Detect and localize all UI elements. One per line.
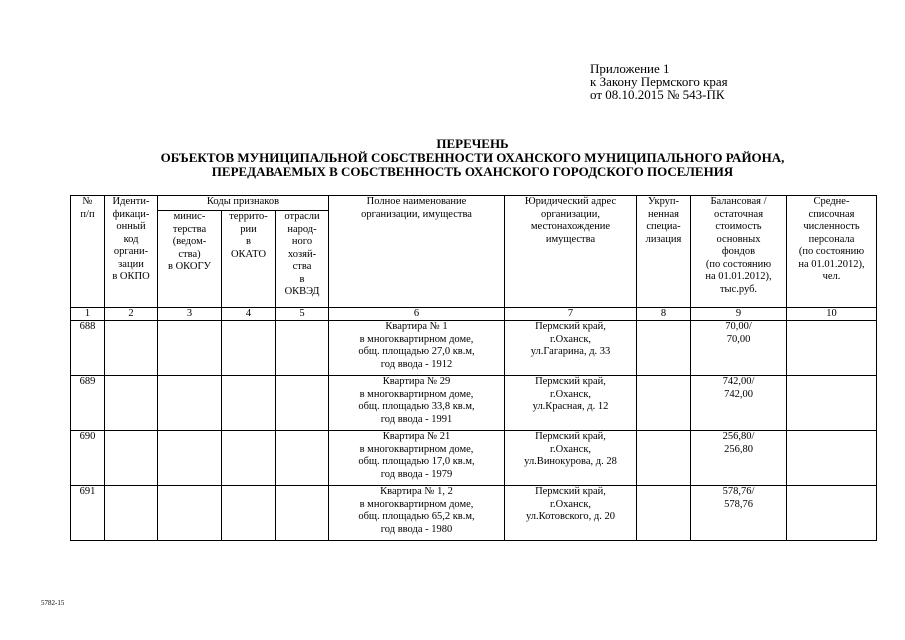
cell-name: Квартира № 29 в многоквартирном доме, общ. площадью 33,8 кв.м, год ввода - 1991 bbox=[329, 376, 505, 431]
header-address: Юридический адрес организации, местонахождение имущества bbox=[505, 196, 637, 308]
cell-staff bbox=[787, 431, 877, 486]
header-staff: Средне- списочная численность персонала (по состоянию на 01.01.2012), чел. bbox=[787, 196, 877, 308]
table-row bbox=[71, 376, 877, 431]
cell-okato bbox=[222, 486, 276, 541]
table-header-row bbox=[71, 196, 877, 211]
row-number: 688 bbox=[71, 321, 105, 376]
cell-value: 742,00/ 742,00 bbox=[691, 376, 787, 431]
cell-staff bbox=[787, 486, 877, 541]
table-row bbox=[71, 321, 877, 376]
cell-okato bbox=[222, 321, 276, 376]
cell-value: 578,76/ 578,76 bbox=[691, 486, 787, 541]
column-number: 9 bbox=[691, 308, 787, 321]
title-line-1: ПЕРЕЧЕНЬ bbox=[436, 136, 509, 151]
row-number: 689 bbox=[71, 376, 105, 431]
table-row bbox=[71, 486, 877, 541]
cell-specialization bbox=[637, 321, 691, 376]
table-row bbox=[71, 431, 877, 486]
appendix-line-2: к Закону Пермского края bbox=[590, 74, 728, 89]
column-number: 6 bbox=[329, 308, 505, 321]
cell-okved bbox=[276, 486, 329, 541]
cell-okved bbox=[276, 431, 329, 486]
appendix-note bbox=[590, 62, 728, 101]
document-title bbox=[70, 137, 875, 179]
header-okved: отрасли народ- ного хозяй- ства в ОКВЭД bbox=[276, 211, 329, 308]
cell-staff bbox=[787, 376, 877, 431]
cell-okogu bbox=[158, 321, 222, 376]
column-number: 3 bbox=[158, 308, 222, 321]
cell-okved bbox=[276, 376, 329, 431]
row-number: 690 bbox=[71, 431, 105, 486]
cell-okogu bbox=[158, 486, 222, 541]
column-number-row bbox=[71, 308, 877, 321]
cell-value: 70,00/ 70,00 bbox=[691, 321, 787, 376]
header-specialization: Укруп- ненная специа- лизация bbox=[637, 196, 691, 308]
column-number: 5 bbox=[276, 308, 329, 321]
column-number: 7 bbox=[505, 308, 637, 321]
cell-specialization bbox=[637, 376, 691, 431]
header-number: № п/п bbox=[71, 196, 105, 308]
header-codes-group: Коды признаков bbox=[158, 196, 329, 211]
column-number: 1 bbox=[71, 308, 105, 321]
cell-okogu bbox=[158, 431, 222, 486]
column-number: 10 bbox=[787, 308, 877, 321]
cell-okogu bbox=[158, 376, 222, 431]
column-number: 8 bbox=[637, 308, 691, 321]
cell-staff bbox=[787, 321, 877, 376]
cell-name: Квартира № 1, 2 в многоквартирном доме, общ. площадью 65,2 кв.м, год ввода - 1980 bbox=[329, 486, 505, 541]
title-line-3: ПЕРЕДАВАЕМЫХ В СОБСТВЕННОСТЬ ОХАНСКОГО ГОРОДСКОГО ПОСЕЛЕНИЯ bbox=[211, 164, 734, 179]
header-okogu: минис- терства (ведом- ства) в ОКОГУ bbox=[158, 211, 222, 308]
cell-specialization bbox=[637, 486, 691, 541]
cell-address: Пермский край, г.Оханск, ул.Красная, д. 12 bbox=[505, 376, 637, 431]
column-number: 2 bbox=[105, 308, 158, 321]
cell-okpo bbox=[105, 486, 158, 541]
appendix-line-1: Приложение 1 bbox=[590, 61, 670, 76]
cell-address: Пермский край, г.Оханск, ул.Гагарина, д. 33 bbox=[505, 321, 637, 376]
cell-okved bbox=[276, 321, 329, 376]
cell-okato bbox=[222, 431, 276, 486]
cell-name: Квартира № 21 в многоквартирном доме, общ. площадью 17,0 кв.м, год ввода - 1979 bbox=[329, 431, 505, 486]
header-name: Полное наименование организации, имущества bbox=[329, 196, 505, 308]
cell-okato bbox=[222, 376, 276, 431]
cell-value: 256,80/ 256,80 bbox=[691, 431, 787, 486]
cell-okpo bbox=[105, 431, 158, 486]
header-value: Балансовая / остаточная стоимость основных фондов (по состоянию на 01.01.2012), тыс.руб. bbox=[691, 196, 787, 308]
appendix-line-3: от 08.10.2015 № 543-ПК bbox=[590, 87, 725, 102]
cell-address: Пермский край, г.Оханск, ул.Винокурова, д. 28 bbox=[505, 431, 637, 486]
property-table bbox=[70, 195, 877, 541]
document-code: 5782-15 bbox=[41, 599, 65, 607]
cell-okpo bbox=[105, 376, 158, 431]
cell-name: Квартира № 1 в многоквартирном доме, общ. площадью 27,0 кв.м, год ввода - 1912 bbox=[329, 321, 505, 376]
row-number: 691 bbox=[71, 486, 105, 541]
column-number: 4 bbox=[222, 308, 276, 321]
cell-okpo bbox=[105, 321, 158, 376]
header-okato: террито- рии в ОКАТО bbox=[222, 211, 276, 308]
title-line-2: ОБЪЕКТОВ МУНИЦИПАЛЬНОЙ СОБСТВЕННОСТИ ОХАНСКОГО МУНИЦИПАЛЬНОГО РАЙОНА, bbox=[160, 150, 785, 165]
header-okpo: Иденти- фикаци- онный код органи- зации в ОКПО bbox=[105, 196, 158, 308]
cell-specialization bbox=[637, 431, 691, 486]
cell-address: Пермский край, г.Оханск, ул.Котовского, д. 20 bbox=[505, 486, 637, 541]
